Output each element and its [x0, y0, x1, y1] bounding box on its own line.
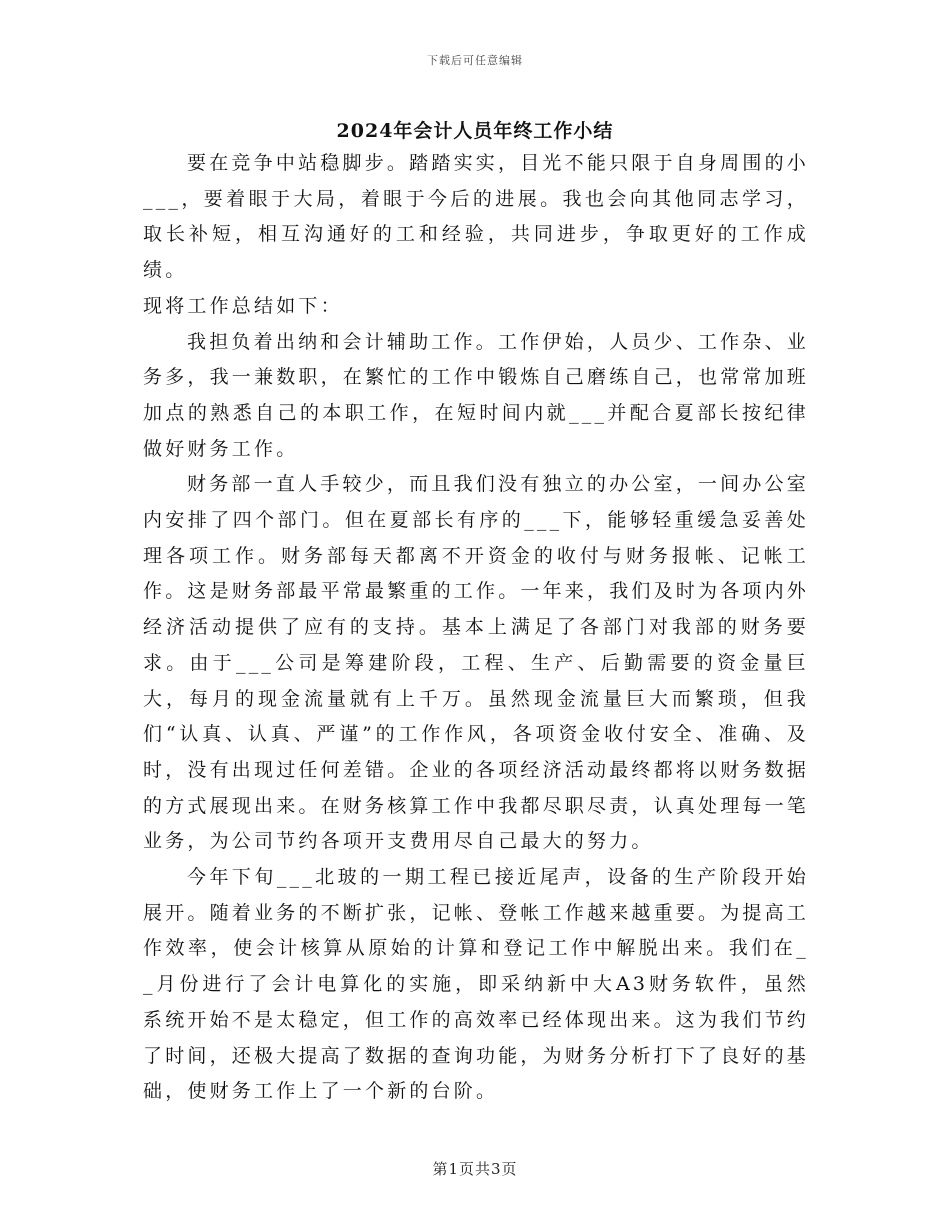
- document-body: [143, 146, 809, 1110]
- paragraph-summary-lead: 现将工作总结如下：: [143, 294, 343, 317]
- paragraph-duties: 我担负着出纳和会计辅助工作。工作伊始，人员少、工作杂、业务多，我一兼数职，在繁忙的工作中锻炼自己磨练自己，也常常加班加点的熟悉自己的本职工作，在短时间内就___并配合夏部长按纪律做好财务工作。: [143, 330, 810, 460]
- paragraph-intro: 要在竞争中站稳脚步。踏踏实实，目光不能只限于自身周围的小___，要着眼于大局，着眼于今后的进展。我也会向其他同志学习，取长补短，相互沟通好的工和经验，共同进步，争取更好的工作成绩。: [143, 152, 809, 282]
- header-note: 下载后可任意编辑: [427, 54, 523, 67]
- paragraph-computerization: 今年下旬___北玻的一期工程已接近尾声，设备的生产阶段开始展开。随着业务的不断扩张，记帐、登帐工作越来越重要。为提高工作效率，使会计核算从原始的计算和登记工作中解脱出来。我们在__月份进行了会计电算化的实施，即采纳新中大A3财务软件，虽然系统开始不是太稳定，但工作的高效率已经体现出来。这为我们节约了时间，还极大提高了数据的查询功能，为财务分析打下了良好的基础，使财务工作上了一个新的台阶。: [143, 866, 810, 1103]
- document-title: 2024年会计人员年终工作小结: [336, 120, 614, 142]
- page-number: 第1页共3页: [432, 1160, 518, 1178]
- paragraph-finance-dept: 财务部一直人手较少，而且我们没有独立的办公室，一间办公室内安排了四个部门。但在夏部长有序的___下，能够轻重缓急妥善处理各项工作。财务部每天都离不开资金的收付与财务报帐、记帐工作。这是财务部最平常最繁重的工作。一年来，我们及时为各项内外经济活动提供了应有的支持。基本上满足了各部门对我部的财务要求。由于___公司是筹建阶段，工程、生产、后勤需要的资金量巨大，每月的现金流量就有上千万。虽然现金流量巨大而繁琐，但我们“认真、认真、严谨”的工作作风，各项资金收付安全、准确、及时，没有出现过任何差错。企业的各项经济活动最终都将以财务数据的方式展现出来。在财务核算工作中我都尽职尽责，认真处理每一笔业务，为公司节约各项开支费用尽自己最大的努力。: [143, 473, 810, 853]
